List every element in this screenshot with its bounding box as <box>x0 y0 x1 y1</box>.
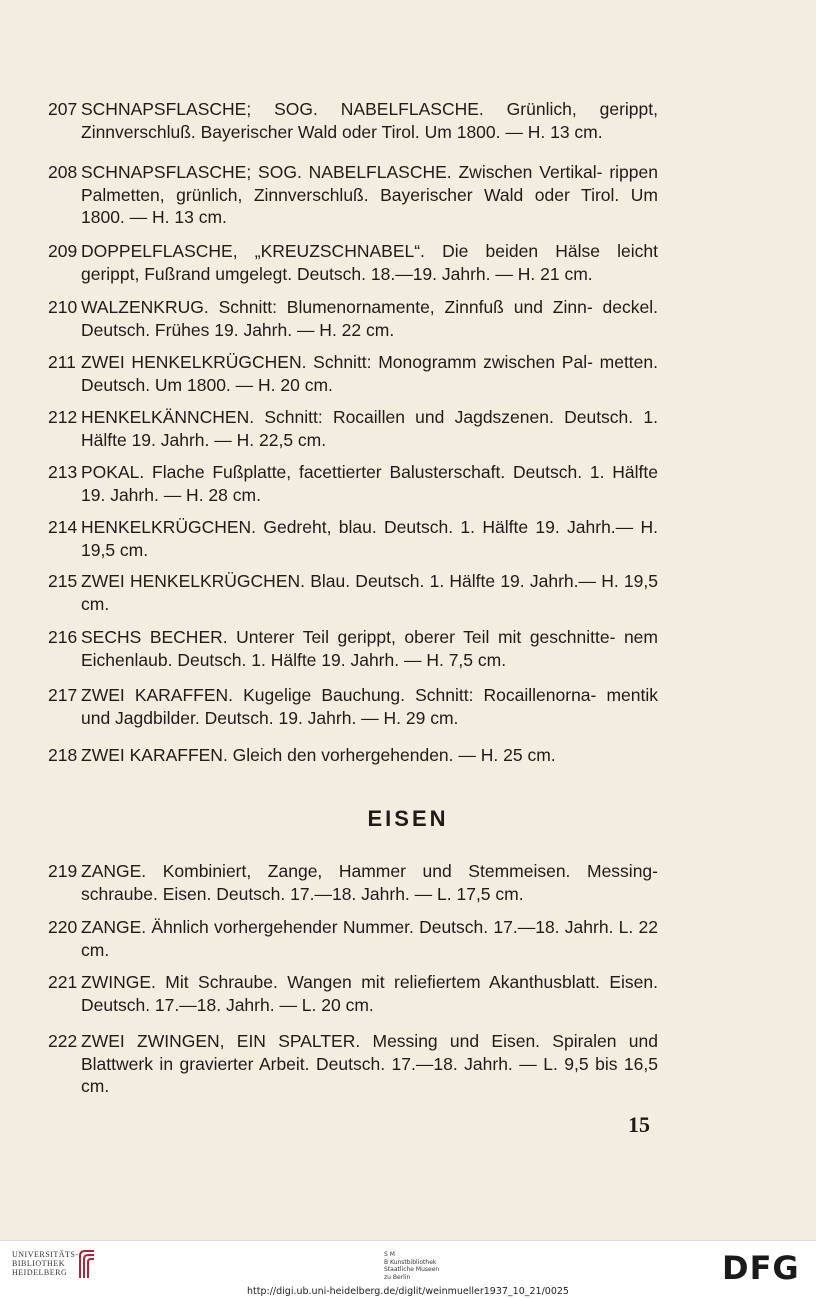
entry-number: 220 <box>48 917 78 937</box>
catalog-entry-213 <box>48 461 658 506</box>
entry-text: ZWEI ZWINGEN, EIN SPALTER. Messing und Eisen. Spiralen und Blattwerk in gravierter Arbeit. Deutsch. 17.—18. Jahrh. — L. 9,5 bis 16,5 cm. <box>81 1031 658 1096</box>
permalink-url[interactable]: http://digi.ub.uni-heidelberg.de/diglit/weinmueller1937_10_21/0025 <box>247 1286 569 1297</box>
entry-number: 214 <box>48 517 78 537</box>
entry-text: ZWEI KARAFFEN. Gleich den vorhergehenden. — H. 25 cm. <box>81 745 556 765</box>
entry-number: 217 <box>48 685 78 705</box>
entry-text: ZWEI KARAFFEN. Kugelige Bauchung. Schnitt: Rocaillenorna- mentik und Jagdbilder. Deutsch. 19. Jahrh. — H. 29 cm. <box>81 685 658 728</box>
entry-text: WALZENKRUG. Schnitt: Blumenornamente, Zinnfuß und Zinn- deckel. Deutsch. Frühes 19. Jahrh. — H. 22 cm. <box>81 297 658 340</box>
entry-number: 216 <box>48 627 78 647</box>
entry-number: 207 <box>48 99 78 119</box>
logo-line: zu Berlin <box>384 1273 411 1281</box>
entry-number: 213 <box>48 462 78 482</box>
heidelberg-emblem-icon <box>76 1248 98 1280</box>
catalog-entry-212 <box>48 406 658 451</box>
entry-text: ZANGE. Ähnlich vorhergehender Nummer. Deutsch. 17.—18. Jahrh. L. 22 cm. <box>81 917 658 960</box>
entry-number: 209 <box>48 241 78 261</box>
catalog-entry-222 <box>48 1030 658 1098</box>
entry-number: 219 <box>48 861 78 881</box>
catalog-entry-217 <box>48 684 658 729</box>
entry-number: 210 <box>48 297 78 317</box>
catalog-entry-215 <box>48 570 658 615</box>
catalog-entry-210 <box>48 296 658 341</box>
logo-line: HEIDELBERG <box>12 1268 68 1277</box>
entry-text: DOPPELFLASCHE, „KREUZSCHNABEL“. Die beiden Hälse leicht gerippt, Fußrand umgelegt. Deutsch. 18.—19. Jahrh. — H. 21 cm. <box>81 241 658 284</box>
entry-text: ZANGE. Kombiniert, Zange, Hammer und Stemmeisen. Messing- schraube. Eisen. Deutsch. 17.—18. Jahrh. — L. 17,5 cm. <box>81 861 658 904</box>
entry-number: 211 <box>48 352 76 372</box>
smb-kunstbibliothek-logo[interactable] <box>384 1251 439 1281</box>
dfg-logo[interactable]: DFG <box>722 1249 800 1287</box>
entry-text: SECHS BECHER. Unterer Teil gerippt, oberer Teil mit geschnitte- nem Eichenlaub. Deutsch. 1. Hälfte 19. Jahrh. — H. 7,5 cm. <box>81 627 658 670</box>
catalog-entry-214 <box>48 516 658 561</box>
catalog-entry-220 <box>48 916 658 961</box>
logo-line: UNIVERSITÄTS- <box>12 1250 79 1259</box>
logo-line: S M <box>384 1251 395 1258</box>
entry-number: 218 <box>48 745 78 765</box>
catalog-entry-207 <box>48 98 658 143</box>
viewer-footer <box>0 1240 816 1298</box>
page-number: 15 <box>628 1112 650 1137</box>
heidelberg-library-logo[interactable] <box>12 1250 79 1277</box>
logo-line: B Kunstbibliothek <box>384 1258 437 1266</box>
entry-text: SCHNAPSFLASCHE; SOG. NABELFLASCHE. Grünlich, gerippt, Zinnverschluß. Bayerischer Wald oder Tirol. Um 1800. — H. 13 cm. <box>81 99 658 142</box>
catalog-entry-209 <box>48 240 658 285</box>
entry-text: POKAL. Flache Fußplatte, facettierter Balusterschaft. Deutsch. 1. Hälfte 19. Jahrh. — H. 28 cm. <box>81 462 658 505</box>
entry-text: SCHNAPSFLASCHE; SOG. NABELFLASCHE. Zwischen Vertikal- rippen Palmetten, grünlich, Zinnverschluß. Bayerischer Wald oder Tirol. Um 1800. — H. 13 cm. <box>81 162 658 227</box>
section-heading: EISEN <box>367 806 449 831</box>
entry-number: 208 <box>48 162 78 182</box>
entry-number: 221 <box>48 972 78 992</box>
logo-line: Staatliche Museen <box>384 1266 440 1273</box>
catalog-entry-221 <box>48 971 658 1016</box>
entry-text: HENKELKÄNNCHEN. Schnitt: Rocaillen und Jagdszenen. Deutsch. 1. Hälfte 19. Jahrh. — H. 22,5 cm. <box>81 407 658 450</box>
entry-text: ZWEI HENKELKRÜGCHEN. Schnitt: Monogramm zwischen Pal- metten. Deutsch. Um 1800. — H. 20 cm. <box>81 352 658 395</box>
logo-line: BIBLIOTHEK <box>12 1259 65 1268</box>
catalog-entry-216 <box>48 626 658 671</box>
entry-number: 215 <box>48 571 78 591</box>
catalog-entry-219 <box>48 860 658 905</box>
entry-text: ZWEI HENKELKRÜGCHEN. Blau. Deutsch. 1. Hälfte 19. Jahrh.— H. 19,5 cm. <box>81 571 658 614</box>
entry-number: 222 <box>48 1031 78 1051</box>
catalog-entry-218 <box>48 744 658 767</box>
entry-number: 212 <box>48 407 78 427</box>
entry-text: ZWINGE. Mit Schraube. Wangen mit reliefiertem Akanthusblatt. Eisen. Deutsch. 17.—18. Jahrh. — L. 20 cm. <box>81 972 658 1015</box>
catalog-entry-211 <box>48 351 658 396</box>
entry-text: HENKELKRÜGCHEN. Gedreht, blau. Deutsch. 1. Hälfte 19. Jahrh.— H. 19,5 cm. <box>81 517 658 560</box>
catalog-entry-208 <box>48 161 658 229</box>
